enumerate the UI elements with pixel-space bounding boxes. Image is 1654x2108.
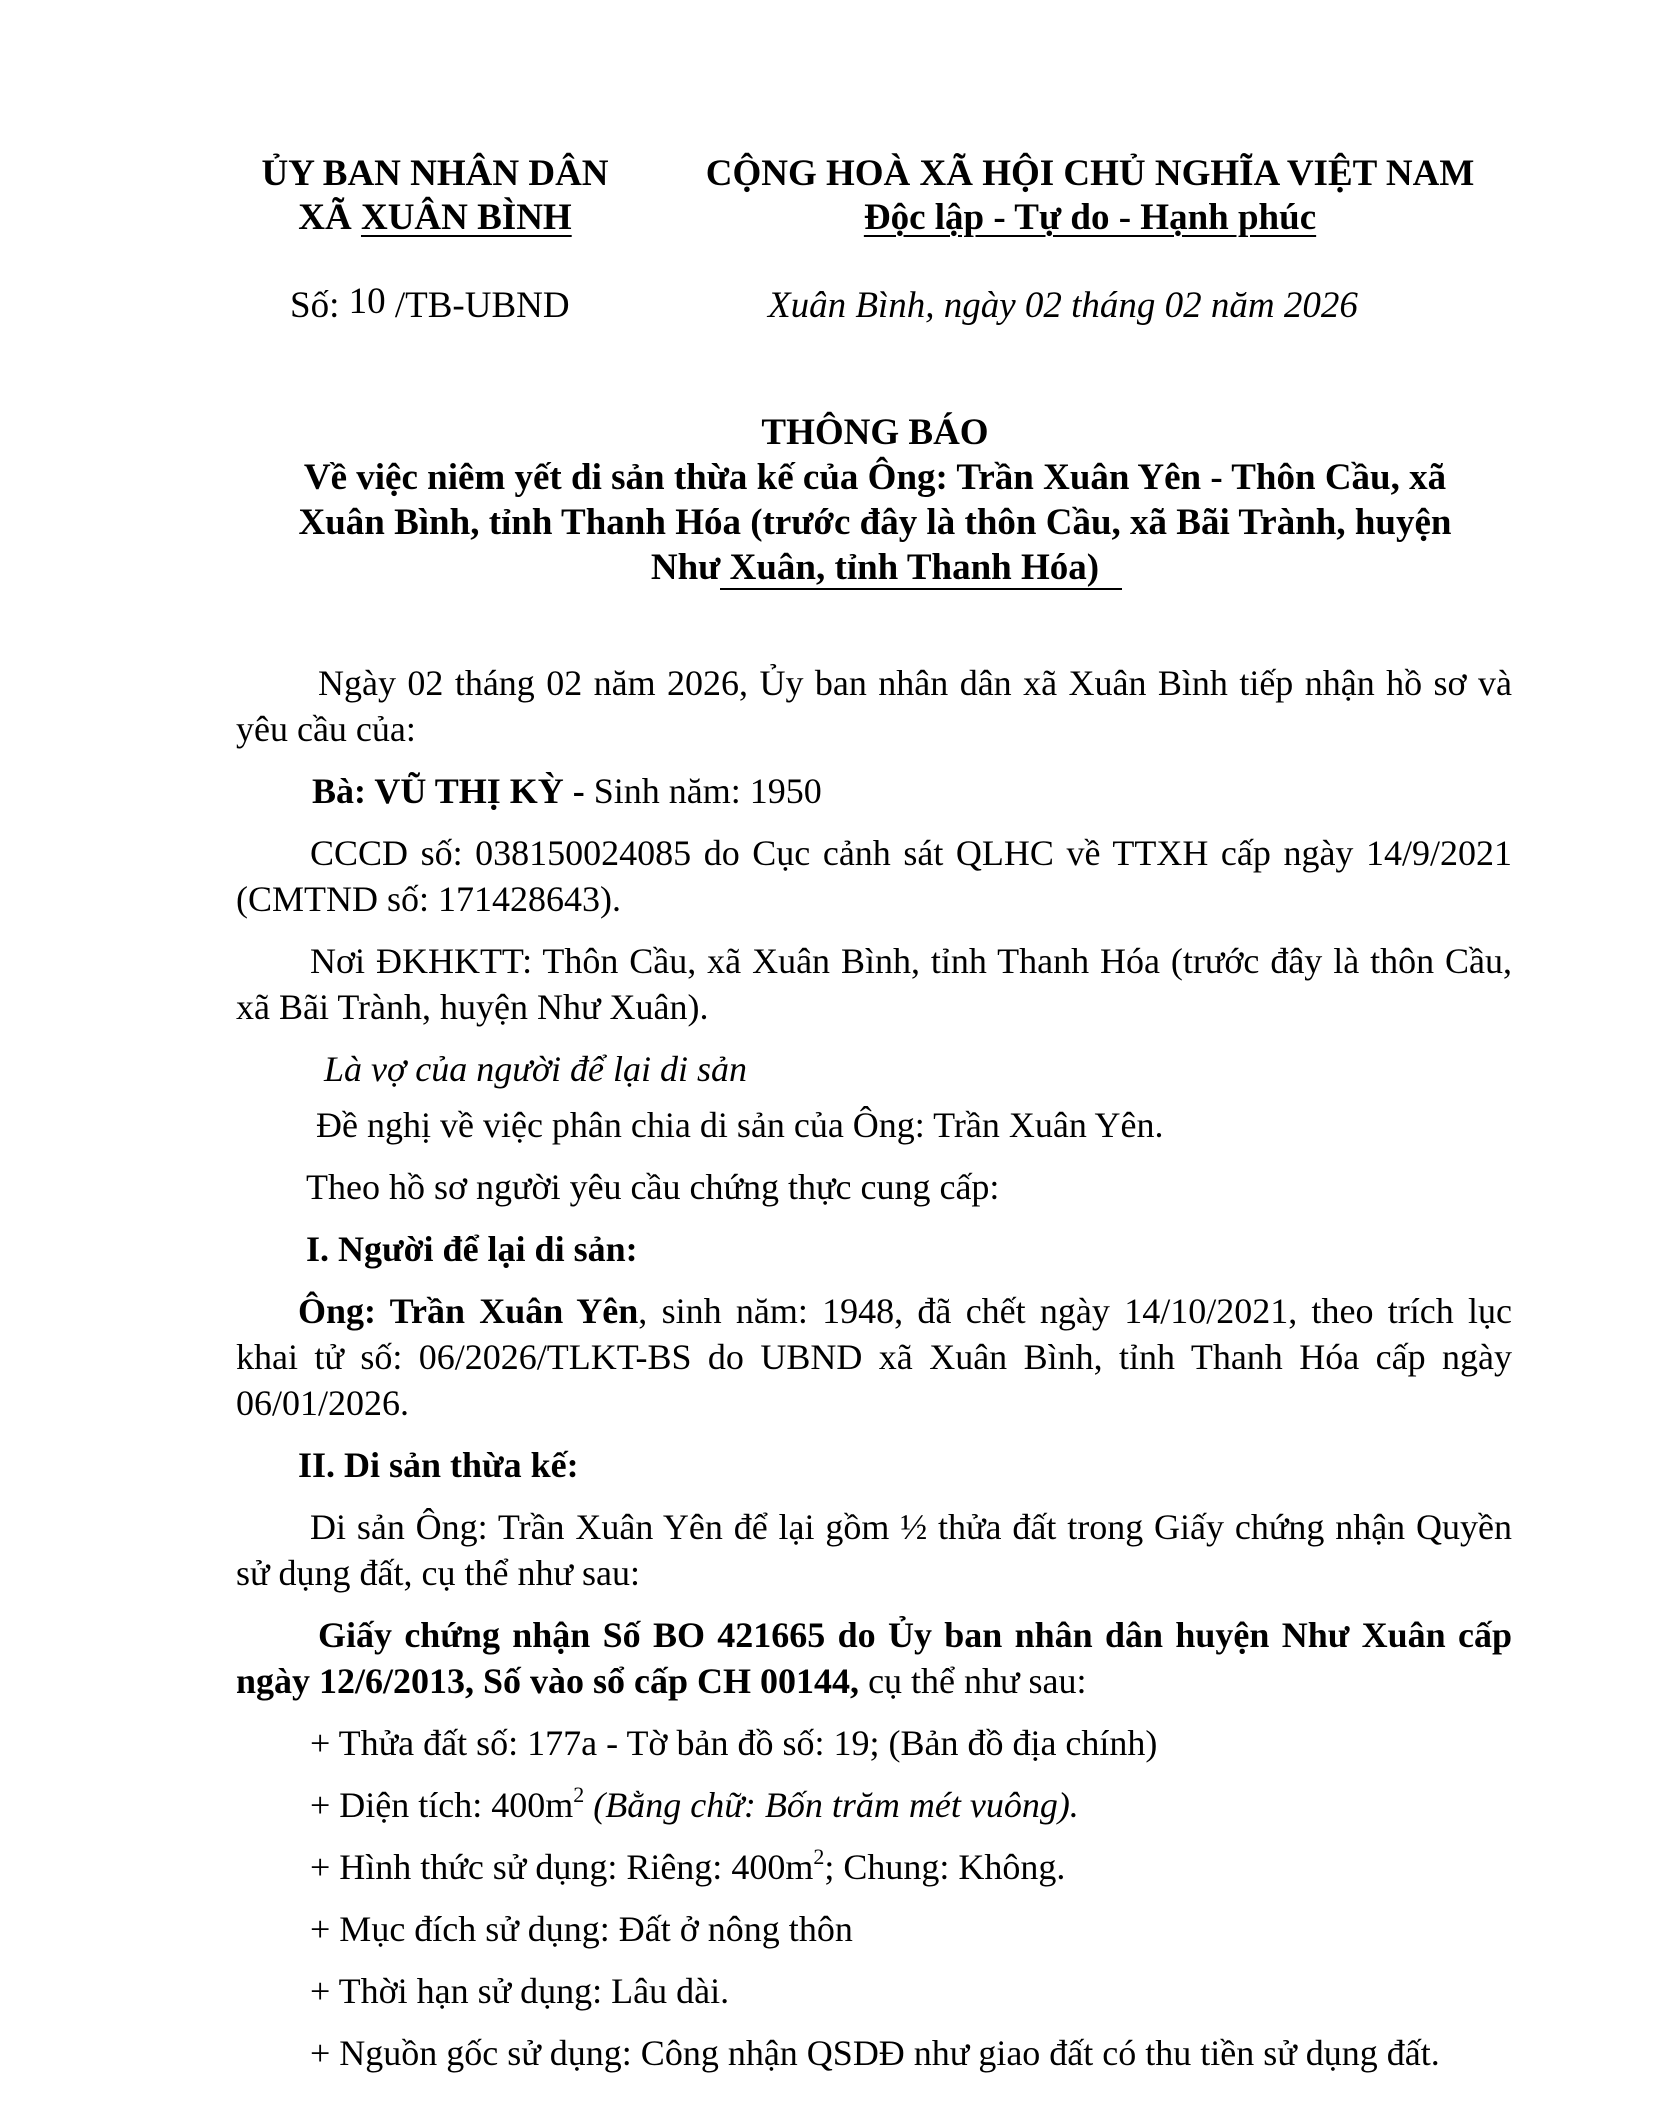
relation-line: Là vợ của người để lại di sản <box>324 1049 748 1089</box>
deceased-paragraph <box>236 1288 1512 1426</box>
section-2-heading: II. Di sản thừa kế: <box>298 1445 579 1485</box>
title-heading: THÔNG BÁO <box>761 412 989 453</box>
authority-line-1: ỦY BAN NHÂN DÂN <box>261 153 609 194</box>
motto-text: Độc lập - Tự do - Hạnh phúc <box>863 197 1317 238</box>
doc-number-value: 10 <box>348 281 386 322</box>
notice-title <box>250 410 1500 590</box>
section-1-heading: I. Người để lại di sản: <box>306 1229 638 1269</box>
nation-name: CỘNG HOÀ XÃ HỘI CHỦ NGHĨA VIỆT NAM <box>705 153 1475 194</box>
certificate-paragraph <box>236 1612 1512 1704</box>
intro-paragraph: Ngày 02 tháng 02 năm 2026, Ủy ban nhân dân xã Xuân Bình tiếp nhận hồ sơ và yêu cầu của: <box>236 663 1512 749</box>
parcel-line: + Thửa đất số: 177a - Tờ bản đồ số: 19; (Bản đồ địa chính) <box>310 1723 1158 1763</box>
use-form-superscript: 2 <box>813 1844 825 1869</box>
area-line <box>236 1782 1512 1828</box>
deceased-name: Ông: Trần Xuân Yên <box>298 1291 639 1331</box>
purpose-line: + Mục đích sử dụng: Đất ở nông thôn <box>310 1909 853 1949</box>
deceased-detail: , sinh năm: 1948, đã chết ngày 14/10/2021, theo trích lục khai tử số: 06/2026/TLKT-BS do UBND xã Xuân Bình, tỉnh Thanh Hóa cấp ngày 06/01/2026. <box>236 1291 1512 1423</box>
certificate-info: Giấy chứng nhận Số BO 421665 do Ủy ban nhân dân huyện Như Xuân cấp ngày 12/6/2013, Số vào sổ cấp CH 00144, <box>236 1615 1512 1701</box>
use-form-prefix: + Hình thức sử dụng: Riêng: 400m <box>310 1847 814 1887</box>
requester-name: Bà: VŨ THỊ KỲ - <box>312 771 585 811</box>
authority-commune: XUÂN BÌNH <box>360 197 572 238</box>
doc-number-suffix: /TB-UBND <box>394 285 570 326</box>
duration-line: + Thời hạn sử dụng: Lâu dài. <box>310 1971 730 2011</box>
area-words: (Bằng chữ: Bốn trăm mét vuông). <box>584 1785 1079 1825</box>
request-line: Đề nghị về việc phân chia di sản của Ông: Trần Xuân Yên. <box>316 1105 1164 1145</box>
use-form-line <box>236 1844 1512 1890</box>
title-line-2: Xuân Bình, tỉnh Thanh Hóa (trước đây là thôn Cầu, xã Bãi Trành, huyện <box>298 502 1452 543</box>
document-number <box>290 281 570 327</box>
authority-prefix: XÃ <box>298 197 361 238</box>
certificate-tail: cụ thể như sau: <box>859 1661 1087 1701</box>
area-prefix: + Diện tích: 400m <box>310 1785 574 1825</box>
doc-number-prefix: Số: <box>290 285 340 326</box>
cccd-paragraph: CCCD số: 038150024085 do Cục cảnh sát QLHC về TTXH cấp ngày 14/9/2021 (CMTND số: 171428643). <box>236 833 1512 919</box>
according-line: Theo hồ sơ người yêu cầu chứng thực cung cấp: <box>306 1167 1000 1207</box>
estate-paragraph: Di sản Ông: Trần Xuân Yên để lại gồm ½ thửa đất trong Giấy chứng nhận Quyền sử dụng đất, cụ thể như sau: <box>236 1507 1512 1593</box>
title-underline <box>720 588 1122 590</box>
residence-paragraph: Nơi ĐKHKTT: Thôn Cầu, xã Xuân Bình, tỉnh Thanh Hóa (trước đây là thôn Cầu, xã Bãi Trành, huyện Như Xuân). <box>236 941 1512 1027</box>
title-line-1: Về việc niêm yết di sản thừa kế của Ông: Trần Xuân Yên - Thôn Cầu, xã <box>303 457 1447 498</box>
area-superscript: 2 <box>573 1782 585 1807</box>
origin-line: + Nguồn gốc sử dụng: Công nhận QSDĐ như giao đất có thu tiền sử dụng đất. <box>310 2033 1440 2073</box>
title-line-3: Như Xuân, tỉnh Thanh Hóa) <box>650 547 1100 588</box>
requester-birth: Sinh năm: 1950 <box>584 771 822 811</box>
motto-line <box>660 196 1520 240</box>
authority-line-2 <box>240 196 630 240</box>
national-motto <box>660 152 1520 240</box>
use-form-suffix: ; Chung: Không. <box>824 1847 1066 1887</box>
requester-line <box>236 768 1512 814</box>
issuing-authority <box>240 152 630 240</box>
notice-body <box>236 660 1512 2092</box>
place-date: Xuân Bình, ngày 02 tháng 02 năm 2026 <box>768 285 1358 326</box>
